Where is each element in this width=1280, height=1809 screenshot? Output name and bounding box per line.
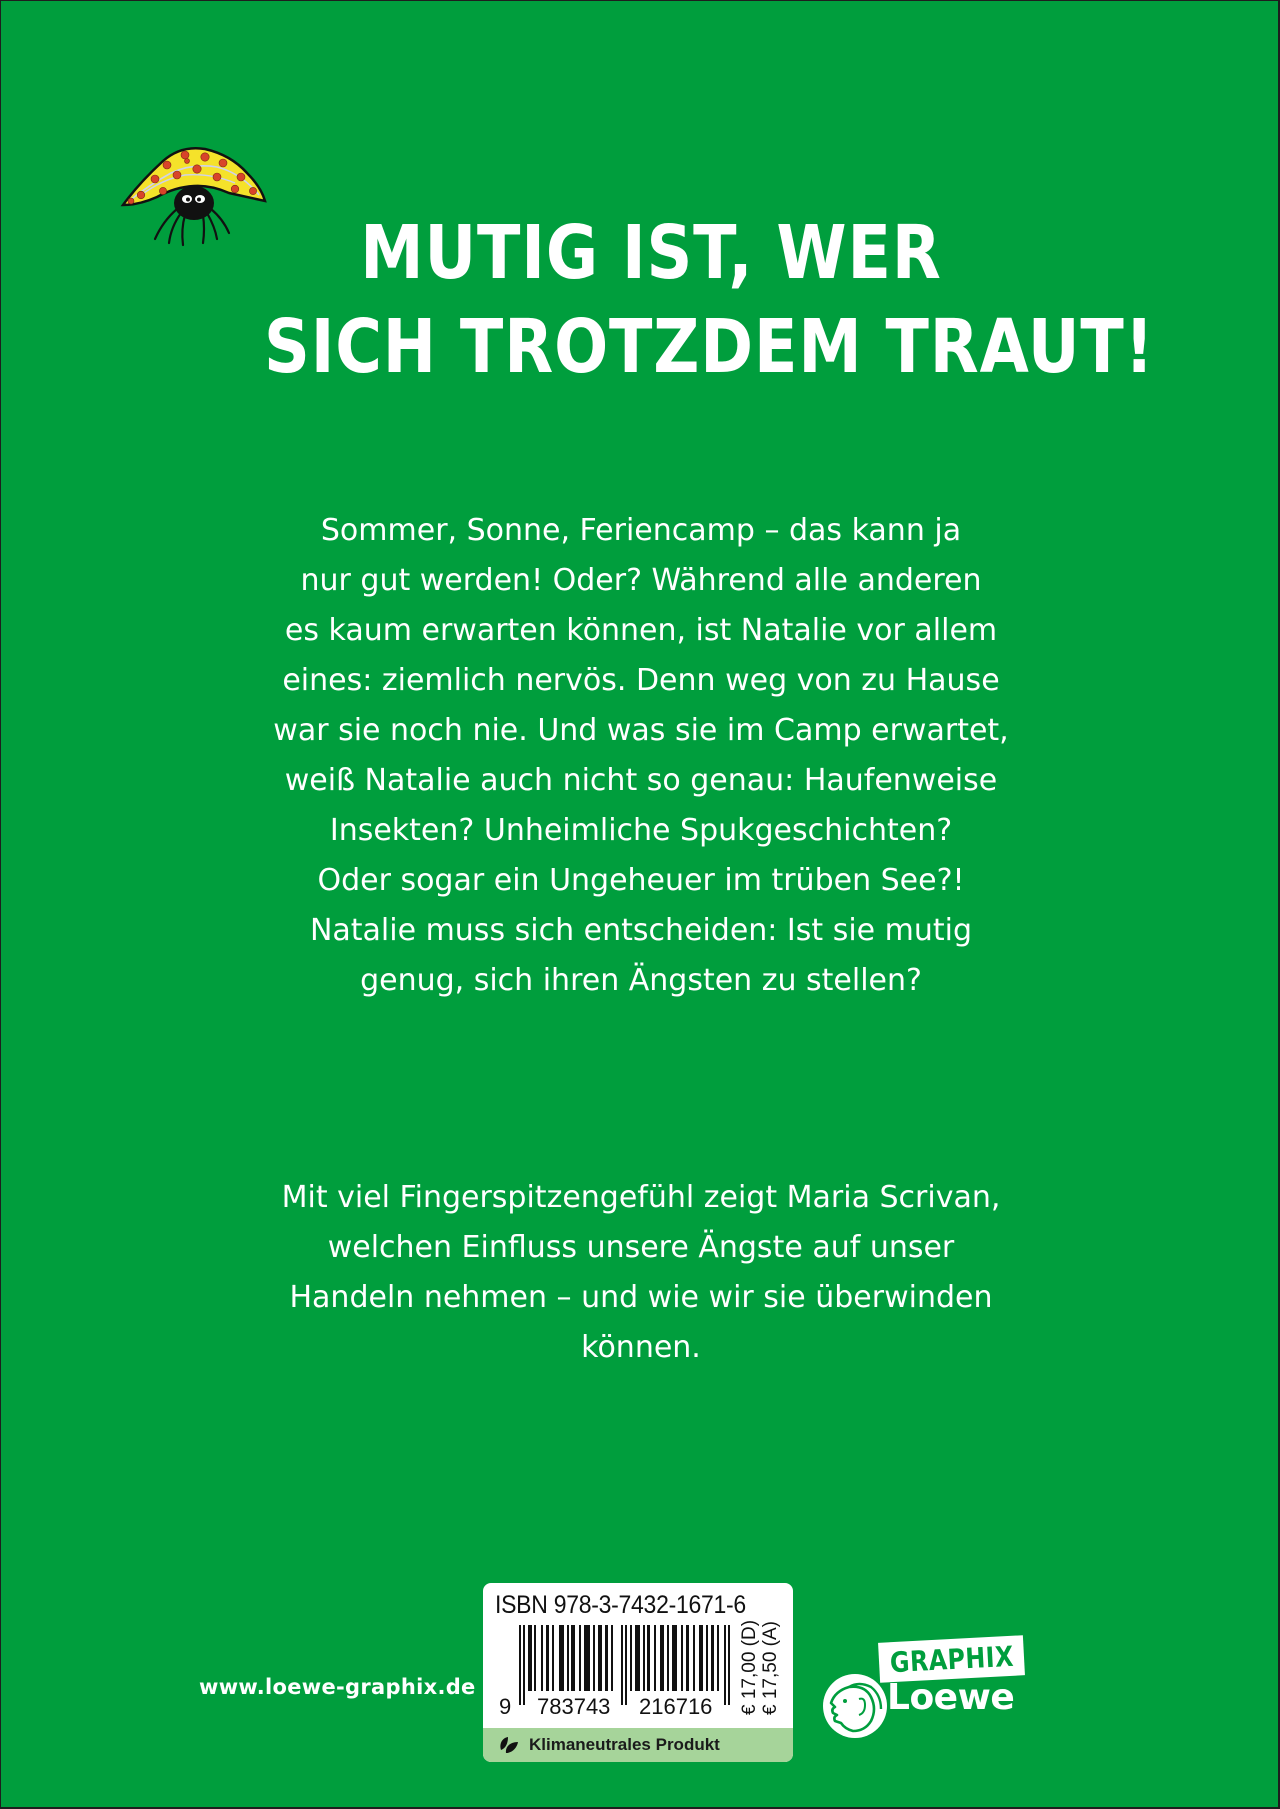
blurb-line: eines: ziemlich nervös. Denn weg von zu Hause: [282, 663, 1000, 698]
blurb-line: welchen Einfluss unsere Ängste auf unser: [327, 1230, 955, 1265]
publisher-logo: [819, 1633, 1029, 1733]
climate-neutral-band: [483, 1728, 793, 1762]
climate-neutral-label: Klimaneutrales Produkt: [529, 1735, 720, 1754]
blurb-line: nur gut werden! Oder? Während alle anderen: [300, 563, 982, 598]
blurb-line: genug, sich ihren Ängsten zu stellen?: [360, 963, 922, 998]
blurb-line: Insekten? Unheimliche Spukgeschichten?: [329, 813, 953, 848]
barcode-digits-left: 783743: [537, 1694, 611, 1719]
blurb-line: es kaum erwarten können, ist Natalie vor allem: [284, 613, 998, 648]
headline-line-1: MUTIG IST, WER: [360, 210, 942, 296]
price-block: [739, 1620, 781, 1715]
blurb-line: war sie noch nie. Und was sie im Camp erwartet,: [273, 713, 1009, 748]
price-austria: € 17,50 (A): [760, 1621, 781, 1715]
blurb-line: Natalie muss sich entscheiden: Ist sie mutig: [309, 913, 973, 948]
blurb-line: Mit viel Fingerspitzengefühl zeigt Maria Scrivan,: [281, 1180, 1001, 1215]
isbn-label: ISBN 978-3-7432-1671-6: [495, 1591, 746, 1619]
lion-head-icon: [819, 1673, 891, 1739]
leaf-icon: [499, 1736, 519, 1754]
barcode-digits-right: 216716: [639, 1694, 713, 1719]
spider-under-blanket-icon: [119, 139, 269, 249]
barcode-digit-first: 9: [499, 1694, 512, 1719]
blurb-line: Oder sogar ein Ungeheuer im trüben See?!: [317, 863, 965, 898]
blurb-paragraph-2: [161, 1173, 1121, 1373]
book-back-cover: [1, 1, 1278, 1807]
price-germany: € 17,00 (D): [739, 1619, 760, 1715]
barcode: [519, 1625, 733, 1705]
website-link[interactable]: www.loewe-graphix.de: [199, 1675, 476, 1699]
graphix-label: GRAPHIX: [888, 1639, 1015, 1679]
blurb-line: Handeln nehmen – und wie wir sie überwinden: [289, 1280, 993, 1315]
graphix-badge: [878, 1635, 1025, 1683]
headline: [264, 206, 1155, 394]
loewe-wordmark: Loewe: [887, 1677, 1015, 1718]
blurb-line: weiß Natalie auch nicht so genau: Haufenweise: [284, 763, 998, 798]
blurb-line: können.: [581, 1330, 701, 1365]
headline-line-2: SICH TROTZDEM TRAUT!: [264, 304, 1155, 390]
blurb-line: Sommer, Sonne, Feriencamp – das kann ja: [320, 513, 962, 548]
isbn-barcode-sticker: [483, 1583, 793, 1762]
blurb-paragraph-1: [161, 506, 1121, 1006]
